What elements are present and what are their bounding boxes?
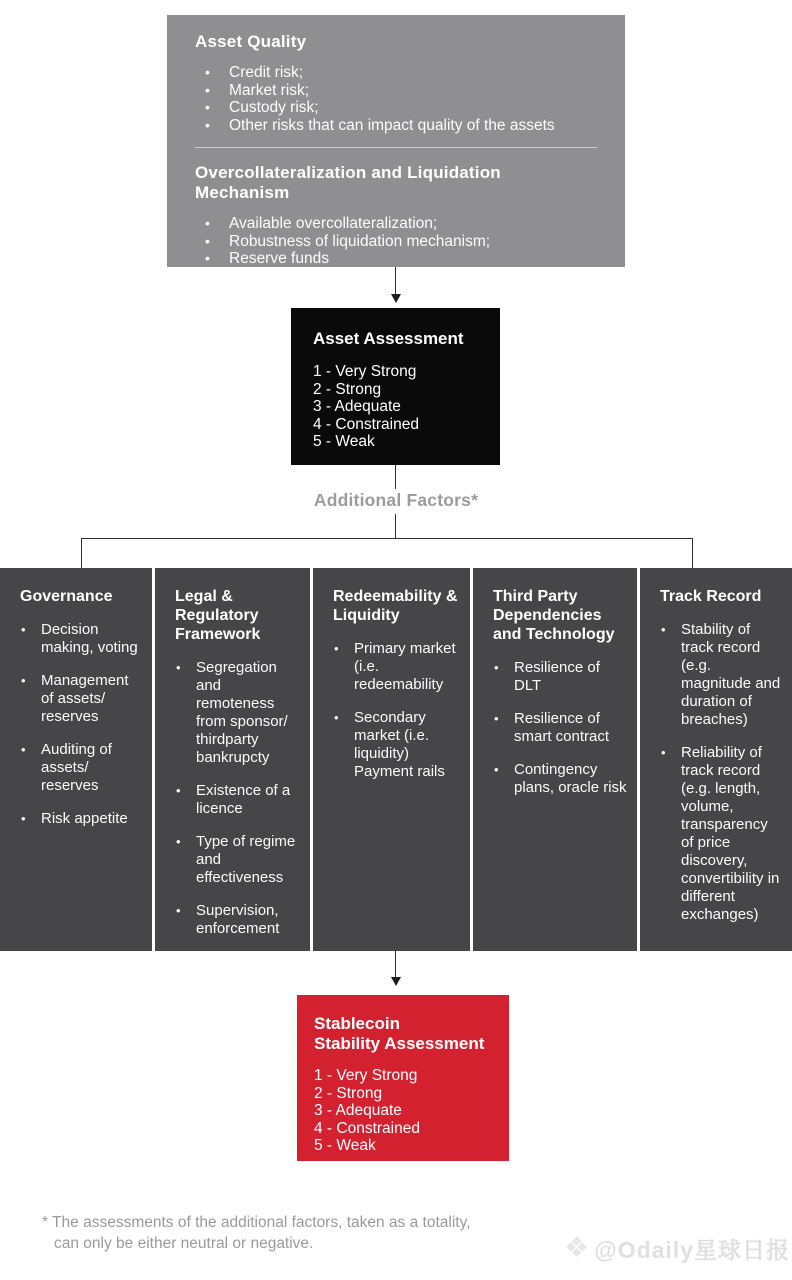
list-item: • Reserve funds: [201, 250, 597, 268]
watermark: [564, 1231, 790, 1265]
list-item: • Decision making, voting: [20, 621, 142, 657]
odaily-diamond-icon: ❖: [564, 1232, 590, 1263]
branch-line: [81, 538, 693, 539]
connector-line: [692, 538, 693, 568]
column-title: Track Record: [660, 588, 762, 605]
list-item: • Other risks that can impact quality of the assets: [201, 117, 597, 135]
connector-line: [395, 514, 396, 538]
scale-line: 4 - Constrained: [313, 415, 419, 433]
scale-line: 3 - Adequate: [314, 1102, 402, 1119]
list-item: • Primary market (i.e. redeemability: [333, 640, 460, 694]
scale-line: 1 - Very Strong: [314, 1067, 418, 1084]
redeemability-liquidity-column: [313, 568, 470, 951]
asset-quality-title: Asset Quality: [195, 32, 307, 51]
list-item: • Secondary market (i.e. liquidity) Payment rails: [333, 709, 460, 781]
list-item: • Type of regime and effectiveness: [175, 833, 300, 887]
scale-line: 5 - Weak: [314, 1137, 376, 1154]
asset-quality-box: [167, 15, 625, 267]
column-title: Legal & Regulatory Framework: [175, 588, 261, 643]
overcollateralization-list: [201, 215, 597, 268]
watermark-text: @Odaily星球日报: [594, 1236, 790, 1263]
connector-line: [395, 465, 396, 489]
scale-line: 2 - Strong: [313, 380, 382, 398]
list-item: • Auditing of assets/ reserves: [20, 741, 142, 795]
stablecoin-stability-assessment-box: [297, 995, 509, 1161]
scale-line: 1 - Very Strong: [313, 363, 417, 380]
column-title: Redeemability & Liquidity: [333, 588, 458, 624]
third-party-technology-column: [473, 568, 637, 951]
list-item: • Management of assets/ reserves: [20, 672, 142, 726]
connector-line: [395, 267, 396, 295]
column-title: Third Party Dependencies and Technology: [493, 588, 615, 643]
list-item: • Credit risk;: [201, 64, 597, 82]
governance-column: [0, 568, 152, 951]
column-title: Governance: [20, 588, 113, 605]
list-item: • Existence of a licence: [175, 782, 300, 818]
additional-factors-label: Additional Factors*: [313, 490, 479, 510]
track-record-column: [640, 568, 792, 951]
list-item: • Risk appetite: [20, 810, 142, 828]
asset-quality-list: [201, 64, 597, 134]
scale-line: 4 - Constrained: [314, 1119, 420, 1137]
list-item: • Custody risk;: [201, 99, 597, 117]
scale-line: 3 - Adequate: [313, 398, 401, 415]
column-list: [333, 640, 460, 781]
list-item: • Stability of track record (e.g. magnitude and duration of breaches): [660, 621, 782, 729]
list-item: • Supervision, enforcement: [175, 902, 300, 938]
scale-line: 5 - Weak: [313, 433, 375, 450]
list-item: • Resilience of DLT: [493, 659, 627, 695]
asset-assessment-title: Asset Assessment: [313, 329, 464, 348]
list-item: • Segregation and remoteness from sponsor/ thirdparty bankrupcty: [175, 659, 300, 767]
footnote: * The assessments of the additional factors, taken as a totality, can only be either neutral or negative.: [42, 1214, 471, 1252]
section-divider: [195, 147, 597, 148]
connector-line: [395, 951, 396, 979]
list-item: • Available overcollateralization;: [201, 215, 597, 233]
stability-assessment-scale: [314, 1067, 501, 1155]
list-item: • Reliability of track record (e.g. length, volume, transparency of price discovery, convertibility in different exchanges): [660, 744, 782, 924]
asset-assessment-box: [291, 308, 500, 465]
list-item: • Robustness of liquidation mechanism;: [201, 233, 597, 251]
arrow-down-icon: [391, 977, 401, 986]
list-item: • Market risk;: [201, 82, 597, 100]
list-item: • Contingency plans, oracle risk: [493, 761, 627, 797]
arrow-down-icon: [391, 294, 401, 303]
overcollateralization-title: Overcollateralization and Liquidation Mechanism: [195, 163, 501, 202]
connector-line: [81, 538, 82, 568]
legal-regulatory-column: [155, 568, 310, 951]
column-list: [660, 621, 782, 924]
column-list: [493, 659, 627, 797]
asset-assessment-scale: [313, 363, 490, 451]
stability-assessment-title: Stablecoin Stability Assessment: [314, 1014, 485, 1053]
list-item: • Resilience of smart contract: [493, 710, 627, 746]
factor-columns-row: [0, 568, 792, 951]
column-list: [20, 621, 142, 828]
column-list: [175, 659, 300, 938]
scale-line: 2 - Strong: [314, 1084, 383, 1102]
